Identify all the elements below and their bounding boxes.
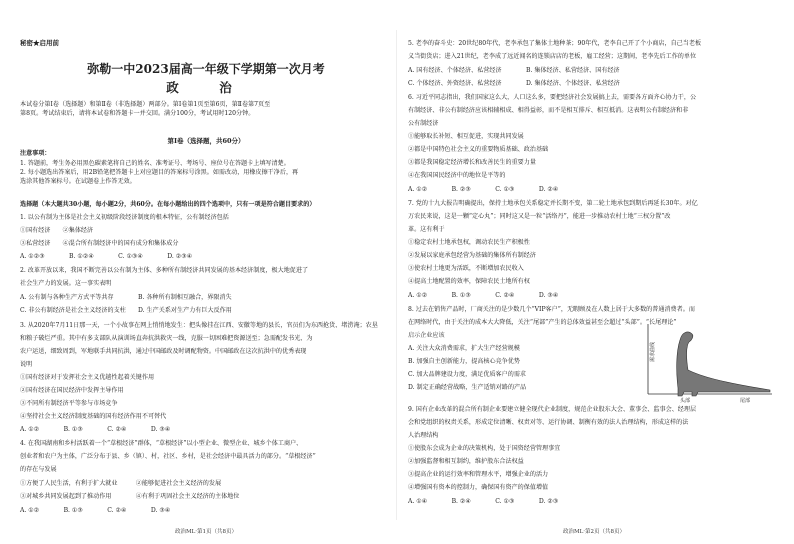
- answer-options: C. 非公有制经济是社会主义经济的支柱 D. 生产关系对生产力有巨大反作用: [20, 307, 232, 314]
- subject-title: 政 治: [166, 80, 246, 95]
- option-line: ①方便了人民生活，有利于扩大就业 ②能够促进社会主义经济的发展: [20, 480, 222, 487]
- question-line: 1. 以公有制为主体是社会主义初级阶段经济制度的根本特征，公有制经济包括: [20, 214, 229, 221]
- question-line: 社会生产力的发展。这一事实表明: [20, 280, 112, 287]
- answer-options: A. ①② B. ①③ C. ②④ D. ③④: [408, 292, 559, 299]
- option-line: ③使农村土地更为活跃，不断增加农民收入: [408, 265, 524, 272]
- answer-options: A. 国有经济、个体经济、私营经济 B. 集体经济、私营经济、国有经济: [408, 67, 620, 74]
- notice-line: 选涂其他答案标号。在试题卷上作答无效。: [20, 178, 136, 185]
- question-line: 8. 过去在销售产品时，厂商关注的是少数几个“VIP客户”，无暇顾及在人数上居于大多数的普通消费者。而: [408, 306, 695, 313]
- answer-options: A. ①②③ B. ①②④ C. ①③④ D. ②③④: [20, 253, 193, 260]
- notice-line: 2. 每小题选出答案后，用2B铅笔把答题卡上对应题目的答案标号涂黑。如需改动，用橡皮擦干净后，再: [20, 169, 299, 176]
- question-line: 7. 党的十九大报告明确提出，保持土地承包关系稳定并长期不变，第二轮土地承包到期后再延长30年。对亿: [408, 200, 698, 207]
- question-line: 有制经济、非公有制经济应该相辅相成、相得益彰，而不是相互排斥、相互抵消。这表明公有制经济和非: [408, 107, 689, 114]
- question-line: 启示企业应该: [408, 332, 445, 339]
- option-line: ②发展以家庭承包经营为基础的集体所有制经济: [408, 252, 536, 259]
- right-page: [408, 0, 780, 544]
- option-line: ①稳定农村土地承包权，调动农民生产积极性: [408, 239, 530, 246]
- answer-options: A. ①② B. ①③ C. ②④ D. ③④: [20, 507, 171, 514]
- option-line: ②都是中国特色社会主义的重要物质基础、政治基础: [408, 146, 549, 153]
- long-tail-figure: [640, 322, 775, 404]
- question-line: 义当街货店；进入21世纪，老李成了远近闻名的连锁店店的老板，雇工经营；这期间，老李先后工作的单位: [408, 53, 697, 60]
- question-line: 说明: [20, 361, 33, 368]
- option-line: ①国有经济对于发挥社会主义优越性起着关键作用: [20, 374, 155, 381]
- option-line: ③不同所有制经济平等参与市场竞争: [20, 400, 118, 407]
- secret-label: 秘密★启用前: [20, 39, 59, 47]
- page-divider: [396, 30, 397, 520]
- question-line: 人治理结构: [408, 432, 439, 439]
- question-line: 革。这有利于: [408, 226, 445, 233]
- question-line: 和粮子破烂严重。其中有多支部队从演训场直奔抗洪救灾一线，克服一切困难把资源送至；急需配发书光、为: [20, 335, 313, 342]
- intro-line: 本试卷分第Ⅰ卷（选择题）和第Ⅱ卷（非选择题）两部分。第Ⅰ卷第1页至第6页，第Ⅱ卷第7页至: [20, 101, 271, 108]
- figure-tail-label: 尾部: [740, 399, 751, 404]
- question-line: 在网络时代，由于关注的成本大大降低，关注“尾部”产生的总体效益甚至会超过“头部”。“长尾理论”: [408, 319, 677, 326]
- figure-y-label: 需求曲线: [651, 341, 656, 362]
- question-line: 万农民来说，这是一颗“定心丸”；同时这又是一粒“活络丹”，能进一步推动农村土地“三权分置”改: [408, 213, 671, 220]
- option-line: ②国有经济在国民经济中发挥主导作用: [20, 387, 124, 394]
- question-line: 的存在与发展: [20, 466, 57, 473]
- option-line: A. 关注大众消费需求，扩大生产经营规模: [408, 345, 520, 352]
- notice-title: 注意事项：: [20, 150, 51, 157]
- option-line: B. 加强自主创新能力，提高核心竞争优势: [408, 358, 520, 365]
- intro-line: 第8页。考试结束后，请将本试卷和答题卡一并交回。满分100分，考试用时120分钟。: [20, 110, 255, 117]
- answer-options: A. ①④ B. ②④ C. ①③ D. ②③: [408, 498, 559, 505]
- exam-title: 弥勒一中2023届高一年级下学期第一次月考: [87, 62, 325, 76]
- option-line: D. 制定正确经营战略，生产适销对路的产品: [408, 384, 527, 391]
- answer-options: A. ①② B. ①③ C. ②④ D. ③④: [20, 426, 171, 433]
- option-line: ①使股东会成为企业的决策机构，处于国资经营管理事宜: [408, 445, 561, 452]
- section-heading: 第Ⅰ卷（选择题，共60分）: [167, 137, 245, 145]
- page-footer: 政治ML·第2页（共8页）: [562, 529, 626, 535]
- question-line: 公有制经济: [408, 120, 439, 127]
- option-line: ①能够取长补短、相互促进，实现共同发展: [408, 133, 524, 140]
- option-line: ④增强国有资本的控制力，确保国有资产的保值增值: [408, 484, 549, 491]
- question-line: 5. 老李的奋斗史：20世纪80年代，老李承包了集体土地种茶；90年代，老李自己开了个小商店，自己当老板: [408, 40, 702, 47]
- option-line: ③提高企业的运行效率和管理水平，增强企业的活力: [408, 471, 549, 478]
- option-line: ③都是我国稳定经济增长和改善民生的重要力量: [408, 159, 536, 166]
- figure-head-label: 头部: [680, 399, 691, 404]
- question-line: 2. 改革开放以来，我国不断完善以公有制为主体、多种所有制经济共同发展的基本经济制度，极大地促进了: [20, 267, 309, 274]
- option-line: ③私营经济 ④混合所有制经济中的国有成分和集体成分: [20, 240, 179, 247]
- notice-line: 1. 答题前，考生务必用黑色碳素笔将自己的姓名、准考证号、考场号、座位号在答题卡上填写清楚。: [20, 160, 290, 167]
- answer-options: A. ①② B. ②③ C. ①③ D. ②④: [408, 186, 559, 193]
- option-line: ④坚持社会主义经济制度基础的国有经济作用不可替代: [20, 413, 167, 420]
- option-line: ④在我国国民经济中的地位是平等的: [408, 172, 506, 179]
- question-line: 3. 从2020年7月11日那一天，一个小故事在网上悄悄地发生：把头像挂在江西、安徽等地的县长，官员们为东西抢货、堵涝淹；农垦: [20, 322, 378, 329]
- option-line: ②加强监督和相互制约，维护股东合法权益: [408, 458, 524, 465]
- dinosaur-tail-curve: [677, 332, 770, 396]
- question-line: 农户运送，细致周到，军地联手共同抗洪，通过中国邮政及时调配物资。中国邮政在这次抗洪中的优秀表现: [20, 348, 307, 355]
- option-line: ④提高土地配置的效率，保障农民土地所有权: [408, 278, 530, 285]
- choice-section-intro: 选择题（本大题共30小题，每小题2分，共60分。在每小题给出的四个选项中，只有一项是符合题目要求的）: [20, 201, 316, 208]
- answer-options: A. 公有制与各种生产方式平等共存 B. 各种所有制相互融合，界限消失: [20, 294, 232, 301]
- option-line: ①国有经济 ②集体经济: [20, 227, 94, 234]
- question-line: 6. 习近平同志指出，我们国家这么大，人口这么多，要把经济社会发展搞上去，需要各方面齐心协力干，公: [408, 94, 697, 101]
- question-line: 9. 国有企业改革的混合所有制企业要建立健全现代企业制度，规范企业股东大会、董事会、监事会、经理层: [408, 406, 697, 413]
- page-footer: 政治ML·第1页（共8页）: [174, 529, 238, 535]
- left-page: [20, 0, 392, 544]
- question-line: 会和党组织的权责关系，形成定位清晰、权责对等、运行协调、制衡有效的法人治理结构，形成这样的法: [408, 419, 689, 426]
- question-line: 4. 在我国湖南和乡村活跃着一个“草根经济”群体，“草根经济”以小型企业、微型企业、城乡个体工商户、: [20, 440, 303, 447]
- option-line: ③对城乡共同发展起到了推动作用 ④有利于巩固社会主义经济的主体地位: [20, 493, 240, 500]
- question-line: 创业者和农户为主体，广泛分布于县、乡（镇）、村，社区、乡村，是社会经济中最具活力的部分。“草根经济”: [20, 453, 316, 460]
- option-line: C. 加大品牌建设力度，满足优质客户的需求: [408, 371, 527, 378]
- answer-options: C. 个体经济、外资经济、私营经济 D. 集体经济、个体经济、私营经济: [408, 80, 620, 87]
